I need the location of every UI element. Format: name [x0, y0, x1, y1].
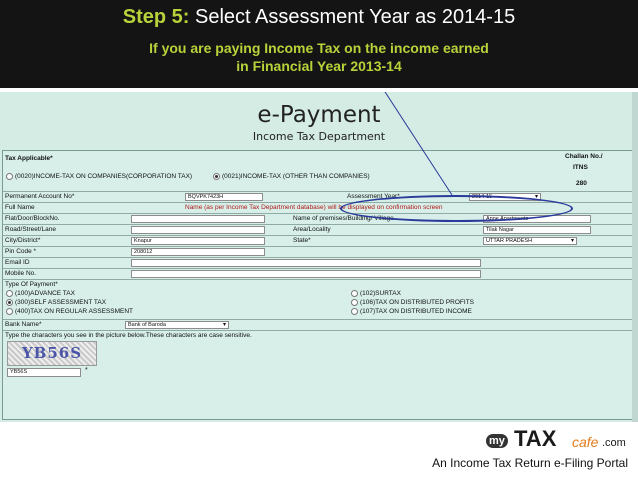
- pointer-line-stroke: [376, 92, 452, 195]
- area-input[interactable]: Tilak Nagar: [483, 226, 591, 234]
- city-label: City/District*: [5, 237, 41, 244]
- slide-banner: [0, 0, 638, 88]
- logo-cafe: cafe: [572, 434, 599, 450]
- captcha-input[interactable]: YB56S: [7, 368, 81, 377]
- subtitle-line-1: If you are paying Income Tax on the income earned: [149, 40, 489, 56]
- area-label: Area/Locality: [293, 226, 331, 233]
- logo-tax: TAX: [514, 426, 557, 451]
- captcha-instruction: Type the characters you see in the picture below.These characters are case sensitive.: [5, 332, 252, 339]
- assessment-year-select[interactable]: 2014-15 ▾: [469, 193, 541, 201]
- logo-my: my: [486, 434, 508, 448]
- payment-type-label: Type Of Payment*: [5, 281, 58, 288]
- pan-label: Permanent Account No*: [5, 193, 75, 200]
- premises-label: Name of premises/Building/ Village: [293, 215, 394, 222]
- payment-100-label: (100)ADVANCE TAX: [15, 290, 75, 298]
- footer: [0, 422, 638, 479]
- captcha-image: YB56S: [7, 341, 97, 366]
- email-label: Email ID: [5, 259, 30, 266]
- step-label: Step 5:: [122, 6, 190, 28]
- bank-select[interactable]: Bank of Baroda ▾: [125, 321, 229, 329]
- epayment-screenshot: [0, 92, 638, 422]
- tax-option-other-label: (0021)INCOME-TAX (OTHER THAN COMPANIES): [222, 173, 370, 181]
- full-name-note: Name (as per Income Tax Department database) will be displayed on confirmation screen: [185, 204, 443, 211]
- pin-input[interactable]: 208012: [131, 248, 265, 256]
- logo-com: .com: [602, 437, 626, 449]
- captcha-required-mark: *: [85, 367, 88, 374]
- challan-itns: ITNS: [573, 164, 588, 171]
- step-text: Select Assessment Year as 2014-15: [189, 6, 516, 28]
- step-heading: [0, 6, 638, 29]
- state-label: State*: [293, 237, 311, 244]
- challan-number: 280: [576, 180, 587, 187]
- tax-option-corporate-label: (0020)INCOME-TAX ON COMPANIES(CORPORATION TAX): [15, 173, 193, 181]
- pointer-line: [0, 92, 638, 422]
- payment-106-label: (106)TAX ON DISTRIBUTED PROFITS: [360, 299, 475, 307]
- road-label: Road/Street/Lane: [5, 226, 56, 233]
- page-title: e-Payment: [257, 102, 381, 128]
- payment-102-label: (102)SURTAX: [360, 290, 401, 298]
- footer-tagline: An Income Tax Return e-Filing Portal: [432, 456, 628, 470]
- state-select[interactable]: UTTAR PRADESH ▾: [483, 237, 577, 245]
- payment-107-label: (107)TAX ON DISTRIBUTED INCOME: [360, 308, 472, 316]
- page-subtitle: Income Tax Department: [252, 130, 386, 143]
- payment-400-label: (400)TAX ON REGULAR ASSESSMENT: [15, 308, 133, 316]
- payment-300-label: (300)SELF ASSESSMENT TAX: [15, 299, 107, 307]
- pin-label: Pin Code *: [5, 248, 37, 255]
- tax-applicable-label: Tax Applicable*: [5, 155, 53, 162]
- premises-input[interactable]: Apne Apartments: [483, 215, 591, 223]
- bank-label: Bank Name*: [5, 321, 42, 328]
- challan-no-label: Challan No./: [565, 153, 603, 160]
- assessment-year-label: Assessment Year*: [347, 193, 400, 200]
- flat-label: Flat/Door/BlockNo.: [5, 215, 60, 222]
- mobile-label: Mobile No.: [5, 270, 37, 277]
- pan-input[interactable]: BQVPK7423H: [185, 193, 263, 201]
- full-name-label: Full Name: [5, 204, 35, 211]
- city-input[interactable]: Knapur: [131, 237, 265, 245]
- subtitle-line-2: in Financial Year 2013-14: [236, 58, 402, 74]
- mytaxcafe-logo: [486, 428, 632, 452]
